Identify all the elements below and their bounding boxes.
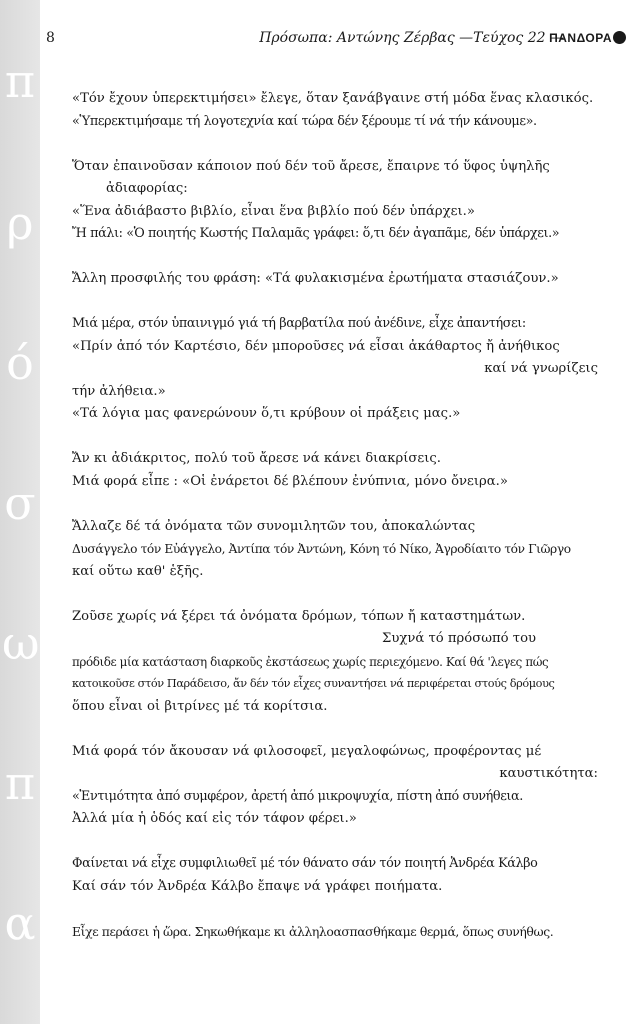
text-line: καί νά γνωρίζεις: [484, 361, 598, 376]
text-line: Μιά φορά εἶπε : «Οἱ ἐνάρετοι δέ βλέπουν ἐνύπνια, μόνο ὄνειρα.»: [72, 473, 508, 489]
text-line: Καί σάν τόν Ἀνδρέα Κάλβο ἔπαψε νά γράφει ποιήματα.: [72, 878, 443, 894]
text-line: Ὅταν ἐπαινοῦσαν κάποιον πού δέν τοῦ ἄρεσε, ἔπαιρνε τό ὕφος ὑψηλῆς: [72, 158, 550, 174]
brand-logo: [549, 31, 626, 45]
text-line: Ἄν κι ἀδιάκριτος, πολύ τοῦ ἄρεσε νά κάνει διακρίσεις.: [72, 451, 441, 466]
side-letter: π: [4, 54, 36, 108]
text-line: Φαίνεται νά εἶχε συμφιλιωθεῖ μέ τόν θάνατο σάν τόν ποιητή Ἀνδρέα Κάλβο: [72, 856, 538, 871]
pandora-emblem-icon: [613, 31, 626, 44]
side-letter: σ: [4, 476, 36, 530]
side-letter: α: [4, 896, 36, 950]
text-line: κατοικοῦσε στόν Παράδεισο, ἄν δέν τόν εἶχες συναντήσει νά περιφέρεται στούς δρόμους: [72, 677, 555, 690]
text-line: «Τόν ἔχουν ὑπερεκτιμήσει» ἔλεγε, ὅταν ξανάβγαινε στή μόδα ἕνας κλασικός.: [72, 91, 594, 106]
text-line: Ἄλλη προσφιλής του φράση: «Τά φυλακισμένα ἐρωτήματα στασιάζουν.»: [72, 271, 559, 286]
paragraph: [72, 88, 612, 133]
paragraph: [72, 921, 612, 944]
text-line: «Ἐντιμότητα ἀπό συμφέρον, ἀρετή ἀπό μικροψυχία, πίστη ἀπό συνήθεια.: [72, 788, 523, 804]
text-line: «Ὑπερεκτιμήσαμε τή λογοτεχνία καί τώρα δέν ξέρουμε τί νά τήν κάνουμε».: [72, 113, 537, 129]
text-line: Συχνά τό πρόσωπό του: [382, 631, 537, 646]
text-line: Ἤ πάλι: «Ὁ ποιητής Κωστής Παλαμᾶς γράφει: ὅ,τι δέν ἀγαπᾶμε, δέν ὑπάρχει.»: [72, 226, 560, 241]
text-line: Μιά φορά τόν ἄκουσαν νά φιλοσοφεῖ, μεγαλοφώνως, προφέροντας μέ: [72, 743, 542, 759]
side-letter: ρ: [6, 196, 34, 250]
text-line: «Πρίν ἀπό τόν Καρτέσιο, δέν μποροῦσες νά εἶσαι ἀκάθαρτος ἤ ἀνήθικος: [72, 338, 560, 354]
side-letter: ω: [2, 616, 40, 670]
text-line: Μιά μέρα, στόν ὑπαινιγμό γιά τή βαρβατίλα πού ἀνέδινε, εἶχε ἀπαντήσει:: [72, 316, 526, 331]
paragraph: [72, 516, 612, 584]
text-line: Ἄλλαζε δέ τά ὀνόματα τῶν συνομιλητῶν του, ἀποκαλώντας: [72, 518, 476, 534]
text-line: καί οὕτω καθ' ἑξῆς.: [72, 563, 204, 579]
side-letter: π: [4, 756, 36, 810]
paragraph: [72, 741, 612, 831]
paragraph: [72, 853, 612, 898]
text-line: τήν ἀλήθεια.»: [72, 383, 166, 399]
paragraph: [72, 156, 612, 246]
decorative-side-band: [0, 0, 40, 1024]
text-line: Εἶχε περάσει ἡ ὥρα. Σηκωθήκαμε κι ἀλληλοασπασθήκαμε θερμά, ὅπως συνήθως.: [72, 923, 554, 939]
text-line: ὅπου εἶναι οἱ βιτρίνες μέ τά κορίτσια.: [72, 698, 328, 714]
text-line: καυστικότητα:: [499, 766, 598, 781]
paragraph: [72, 606, 612, 719]
text-line: «Τά λόγια μας φανερώνουν ὅ,τι κρύβουν οἱ πράξεις μας.»: [72, 406, 461, 421]
text-line: πρόδιδε μία κατάσταση διαρκοῦς ἐκστάσεως χωρίς περιεχόμενο. Καί θά 'λεγες πώς: [72, 654, 549, 669]
paragraph: [72, 313, 612, 426]
text-line: Δυσάγγελο τόν Εὐάγγελο, Ἀντίπα τόν Ἀντώνη, Κόνη τό Νίκο, Ἀγροδίαιτο τόν Γιῶργο: [72, 542, 571, 556]
text-line: Ἀλλά μία ἡ ὁδός καί εἰς τόν τάφον φέρει.»: [72, 811, 357, 826]
side-letter: ό: [6, 336, 34, 390]
text-line: ἀδιαφορίας:: [106, 181, 188, 196]
article-body: [72, 88, 612, 966]
running-head: Πρόσωπα: Αντώνης Ζέρβας —Τεύχος 22 —: [259, 30, 564, 46]
page-number: 8: [46, 30, 55, 46]
text-line: «Ἕνα ἀδιάβαστο βιβλίο, εἶναι ἕνα βιβλίο πού δέν ὑπάρχει.»: [72, 203, 475, 219]
paragraph: [72, 268, 612, 291]
text-line: Ζοῦσε χωρίς νά ξέρει τά ὀνόματα δρόμων, τόπων ἤ καταστημάτων.: [72, 608, 526, 624]
brand-name: ΠΑΝΔΟΡΑ: [549, 31, 612, 45]
paragraph: [72, 448, 612, 493]
